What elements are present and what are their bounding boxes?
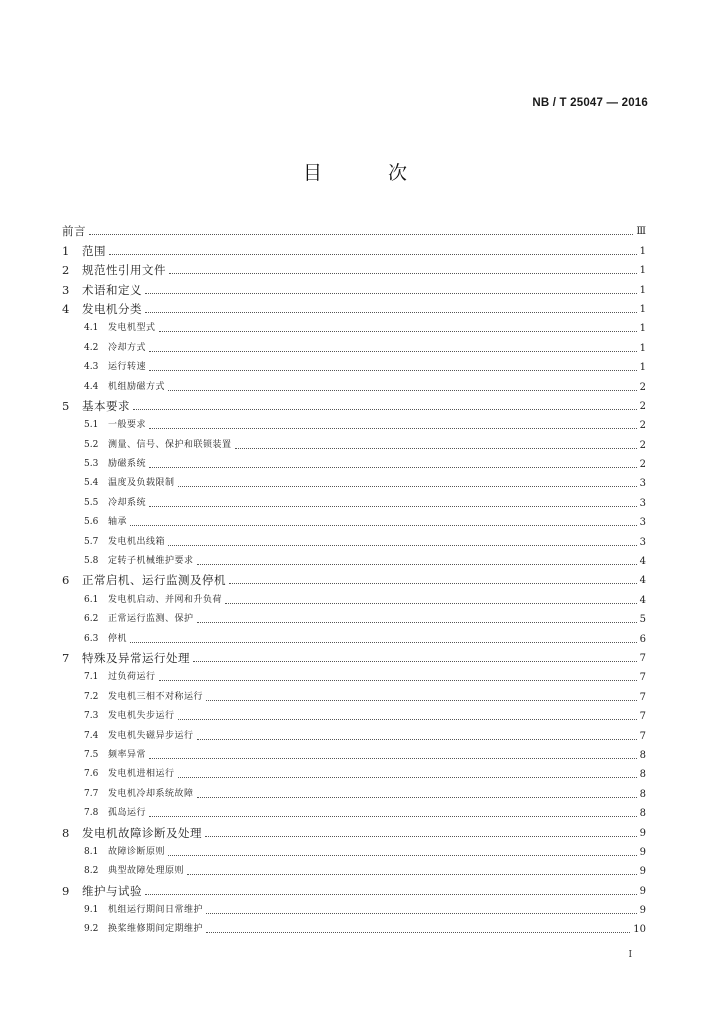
toc-entry-number: 9.2 bbox=[84, 924, 99, 935]
toc-entry-page: 1 bbox=[639, 323, 646, 335]
toc-entry[interactable] bbox=[62, 762, 646, 781]
toc-entry-label: 发电机分类 bbox=[82, 301, 142, 316]
dot-leader bbox=[205, 835, 637, 837]
dot-leader bbox=[169, 272, 637, 274]
toc-entry-number: 6 bbox=[62, 573, 70, 588]
toc-entry-page: 2 bbox=[639, 381, 646, 393]
toc-entry[interactable] bbox=[62, 316, 646, 335]
toc-entry-label: 定转子机械维护要求 bbox=[108, 556, 194, 567]
toc-entry-page: 7 bbox=[639, 672, 646, 684]
toc-entry-page: 9 bbox=[639, 846, 646, 858]
dot-leader bbox=[197, 796, 637, 798]
toc-entry-label: 过负荷运行 bbox=[108, 672, 156, 683]
toc-entry-label: 基本要求 bbox=[82, 398, 130, 413]
toc-entry-number: 7.3 bbox=[84, 711, 99, 722]
toc-entry-number: 8.1 bbox=[84, 846, 99, 857]
toc-entry[interactable] bbox=[62, 626, 646, 645]
toc-entry-number: 4.2 bbox=[84, 342, 99, 353]
dot-leader bbox=[159, 679, 637, 681]
dot-leader bbox=[229, 582, 637, 584]
toc-entry-label: 发电机失步运行 bbox=[108, 711, 175, 722]
toc-entry-page: 5 bbox=[639, 614, 646, 626]
toc-entry-label: 规范性引用文件 bbox=[82, 263, 166, 278]
toc-entry-page: 2 bbox=[639, 459, 646, 471]
toc-entry-page: 1 bbox=[639, 284, 646, 296]
dot-leader bbox=[197, 621, 637, 623]
toc-entry-number: 4.3 bbox=[84, 362, 99, 373]
toc-entry-page: 9 bbox=[639, 905, 646, 917]
dot-leader bbox=[235, 447, 637, 449]
toc-entry-number: 5.4 bbox=[84, 478, 99, 489]
toc-entry-page: 4 bbox=[639, 594, 646, 606]
toc-entry[interactable] bbox=[62, 413, 646, 432]
toc-entry-label: 故障诊断原则 bbox=[108, 846, 166, 857]
toc-entry[interactable] bbox=[62, 297, 646, 316]
toc-entry-page: 3 bbox=[639, 478, 646, 490]
toc-entry-label: 频率异常 bbox=[108, 749, 147, 760]
toc-entry-page: 1 bbox=[639, 265, 646, 277]
toc-entry[interactable] bbox=[62, 665, 646, 684]
toc-entry-label: 术语和定义 bbox=[82, 282, 142, 297]
toc-entry[interactable] bbox=[62, 568, 646, 587]
toc-entry[interactable] bbox=[62, 840, 646, 859]
dot-leader bbox=[149, 815, 637, 817]
toc-entry-label: 停机 bbox=[108, 633, 128, 644]
toc-entry-page: 7 bbox=[639, 711, 646, 723]
toc-entry-label: 发电机出线箱 bbox=[108, 536, 166, 547]
toc-entry-label: 孤岛运行 bbox=[108, 808, 147, 819]
toc-entry-number: 5.2 bbox=[84, 439, 99, 450]
toc-entry-label: 发电机启动、并网和升负荷 bbox=[108, 594, 223, 605]
toc-entry-page: 2 bbox=[639, 420, 646, 432]
toc-entry-number: 7.6 bbox=[84, 769, 99, 780]
dot-leader bbox=[145, 893, 637, 895]
dot-leader bbox=[149, 757, 637, 759]
toc-entry-page: 2 bbox=[639, 400, 646, 412]
toc-entry-label: 正常启机、运行监测及停机 bbox=[82, 573, 226, 588]
toc-entry[interactable] bbox=[62, 646, 646, 665]
toc-entry-number: 5 bbox=[62, 398, 70, 413]
toc-entry-number: 4.1 bbox=[84, 323, 99, 334]
toc-entry-number: 7.4 bbox=[84, 730, 99, 741]
dot-leader bbox=[159, 330, 637, 332]
toc-entry[interactable] bbox=[62, 781, 646, 800]
toc-entry-number: 7 bbox=[62, 650, 70, 665]
dot-leader bbox=[168, 544, 637, 546]
dot-leader bbox=[133, 408, 637, 410]
dot-leader bbox=[225, 602, 637, 604]
dot-leader bbox=[168, 854, 637, 856]
toc-entry-label: 发电机进相运行 bbox=[108, 769, 175, 780]
toc-entry-number: 5.3 bbox=[84, 459, 99, 470]
toc-entry-number: 7.1 bbox=[84, 672, 99, 683]
toc-entry-number: 7.5 bbox=[84, 749, 99, 760]
document-code: NB / T 25047 — 2016 bbox=[532, 97, 648, 109]
toc-entry[interactable] bbox=[62, 607, 646, 626]
toc-entry-number: 5.5 bbox=[84, 497, 99, 508]
toc-entry-page: 9 bbox=[639, 885, 646, 897]
toc-entry-number: 7.7 bbox=[84, 788, 99, 799]
toc-entry[interactable] bbox=[62, 878, 646, 897]
toc-entry-label: 一般要求 bbox=[108, 420, 147, 431]
toc-entry-page: 1 bbox=[639, 342, 646, 354]
toc-entry-number: 4.4 bbox=[84, 381, 99, 392]
toc-entry[interactable] bbox=[62, 587, 646, 606]
dot-leader bbox=[149, 427, 637, 429]
toc-entry[interactable] bbox=[62, 859, 646, 878]
toc-entry-page: 8 bbox=[639, 808, 646, 820]
toc-entry[interactable] bbox=[62, 452, 646, 471]
toc-entry-label: 发电机三相不对称运行 bbox=[108, 691, 204, 702]
dot-leader bbox=[149, 369, 637, 371]
dot-leader bbox=[145, 292, 637, 294]
dot-leader bbox=[197, 738, 637, 740]
toc-entry[interactable] bbox=[62, 529, 646, 548]
toc-entry-number: 3 bbox=[62, 282, 70, 297]
toc-entry[interactable] bbox=[62, 820, 646, 839]
toc-entry[interactable] bbox=[62, 898, 646, 917]
toc-entry[interactable] bbox=[62, 549, 646, 568]
table-of-contents bbox=[62, 219, 646, 936]
toc-entry-page: 4 bbox=[639, 556, 646, 568]
toc-entry-page: 9 bbox=[639, 827, 646, 839]
toc-entry-number: 6.1 bbox=[84, 594, 99, 605]
toc-entry[interactable] bbox=[62, 258, 646, 277]
toc-entry-page: 7 bbox=[639, 730, 646, 742]
toc-entry-page: 1 bbox=[639, 245, 646, 257]
toc-entry-label: 冷却方式 bbox=[108, 342, 147, 353]
toc-entry[interactable] bbox=[62, 801, 646, 820]
toc-entry[interactable] bbox=[62, 277, 646, 296]
toc-entry-page: 8 bbox=[639, 749, 646, 761]
page-number: I bbox=[628, 950, 632, 960]
page-title: 目 次 bbox=[302, 162, 438, 184]
toc-entry-label: 发电机冷却系统故障 bbox=[108, 788, 194, 799]
toc-entry[interactable] bbox=[62, 238, 646, 257]
toc-entry-page: 2 bbox=[639, 439, 646, 451]
toc-entry[interactable] bbox=[62, 723, 646, 742]
toc-entry-label: 轴承 bbox=[108, 517, 128, 528]
dot-leader bbox=[149, 350, 637, 352]
toc-entry[interactable] bbox=[62, 355, 646, 374]
toc-entry-number: 5.6 bbox=[84, 517, 99, 528]
dot-leader bbox=[178, 718, 637, 720]
toc-entry-label: 正常运行监测、保护 bbox=[108, 614, 194, 625]
toc-entry-label: 机组运行期间日常维护 bbox=[108, 905, 204, 916]
toc-entry-number: 8 bbox=[62, 825, 70, 840]
toc-entry-label: 特殊及异常运行处理 bbox=[82, 650, 190, 665]
toc-entry-label: 维护与试验 bbox=[82, 883, 142, 898]
toc-entry-label: 发电机型式 bbox=[108, 323, 156, 334]
toc-entry-page: 7 bbox=[639, 691, 646, 703]
dot-leader bbox=[187, 873, 637, 875]
dot-leader bbox=[197, 563, 637, 565]
dot-leader bbox=[149, 466, 637, 468]
toc-entry[interactable] bbox=[62, 704, 646, 723]
toc-entry-number: 7.8 bbox=[84, 808, 99, 819]
toc-entry-number: 9 bbox=[62, 883, 70, 898]
dot-leader bbox=[168, 389, 637, 391]
toc-entry-label: 发电机故障诊断及处理 bbox=[82, 825, 202, 840]
toc-entry-label: 运行转速 bbox=[108, 362, 147, 373]
toc-entry-label: 机组励磁方式 bbox=[108, 381, 166, 392]
toc-entry-number: 9.1 bbox=[84, 905, 99, 916]
toc-entry-number: 5.1 bbox=[84, 420, 99, 431]
toc-entry[interactable] bbox=[62, 510, 646, 529]
toc-entry-label: 励磁系统 bbox=[108, 459, 147, 470]
dot-leader bbox=[149, 505, 637, 507]
toc-entry[interactable] bbox=[62, 374, 646, 393]
toc-entry-label: 换桨维修期间定期维护 bbox=[108, 924, 204, 935]
toc-entry[interactable] bbox=[62, 743, 646, 762]
toc-entry-page: 7 bbox=[639, 652, 646, 664]
toc-entry-page: 1 bbox=[639, 362, 646, 374]
dot-leader bbox=[178, 485, 637, 487]
dot-leader bbox=[130, 641, 637, 643]
toc-entry-page: 9 bbox=[639, 866, 646, 878]
toc-entry-page: 3 bbox=[639, 497, 646, 509]
toc-entry[interactable] bbox=[62, 490, 646, 509]
dot-leader bbox=[193, 660, 637, 662]
toc-entry[interactable] bbox=[62, 917, 646, 936]
toc-entry-page: 8 bbox=[639, 769, 646, 781]
toc-entry[interactable] bbox=[62, 471, 646, 490]
toc-entry-number: 8.2 bbox=[84, 866, 99, 877]
dot-leader bbox=[178, 776, 637, 778]
toc-entry-page: 3 bbox=[639, 536, 646, 548]
toc-entry-number: 1 bbox=[62, 243, 70, 258]
toc-entry-number: 5.8 bbox=[84, 556, 99, 567]
toc-entry-page: 3 bbox=[639, 517, 646, 529]
toc-entry-page: 4 bbox=[639, 575, 646, 587]
toc-entry-page: Ⅲ bbox=[636, 226, 646, 238]
toc-entry[interactable] bbox=[62, 335, 646, 354]
toc-entry-label: 发电机失磁异步运行 bbox=[108, 730, 194, 741]
toc-entry-page: 6 bbox=[639, 633, 646, 645]
toc-entry-number: 6.2 bbox=[84, 614, 99, 625]
toc-entry-number: 4 bbox=[62, 301, 70, 316]
toc-entry-label: 测量、信号、保护和联锁装置 bbox=[108, 439, 232, 450]
toc-entry-label: 冷却系统 bbox=[108, 497, 147, 508]
toc-entry-page: 10 bbox=[633, 924, 646, 936]
toc-entry-label: 典型故障处理原则 bbox=[108, 866, 185, 877]
dot-leader bbox=[89, 233, 633, 235]
toc-entry[interactable] bbox=[62, 394, 646, 413]
toc-entry-number: 6.3 bbox=[84, 633, 99, 644]
toc-entry[interactable] bbox=[62, 432, 646, 451]
toc-entry-label: 前言 bbox=[62, 224, 86, 239]
toc-entry[interactable] bbox=[62, 684, 646, 703]
dot-leader bbox=[109, 253, 637, 255]
toc-entry[interactable] bbox=[62, 219, 646, 238]
dot-leader bbox=[206, 912, 637, 914]
toc-entry-number: 7.2 bbox=[84, 691, 99, 702]
dot-leader bbox=[130, 524, 637, 526]
toc-entry-number: 5.7 bbox=[84, 536, 99, 547]
toc-entry-label: 温度及负载限制 bbox=[108, 478, 175, 489]
dot-leader bbox=[206, 699, 637, 701]
toc-entry-label: 范围 bbox=[82, 243, 106, 258]
toc-entry-number: 2 bbox=[62, 263, 70, 278]
dot-leader bbox=[145, 311, 637, 313]
dot-leader bbox=[206, 931, 630, 933]
toc-entry-page: 8 bbox=[639, 788, 646, 800]
toc-entry-page: 1 bbox=[639, 303, 646, 315]
